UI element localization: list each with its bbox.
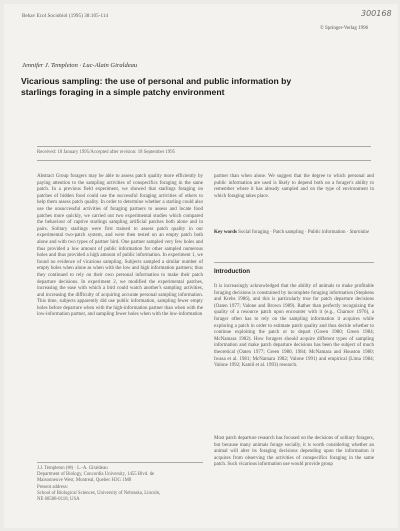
footnote-line: School of Biological Sciences, University of Nebraska, Lincoln, <box>37 490 161 496</box>
author-footnote <box>37 466 203 503</box>
article-title: Vicarious sampling: the use of personal and public information by starlings foraging in a simple patchy environment <box>21 76 292 97</box>
introduction-paragraph-1: It is increasingly acknowledged that the ability of animals to make profitable foraging decisions is constrained by incomplete foraging information (Stephens and Krebs 1986), and this is particularly true for patch departure decisions (Oaten 1977; Valone and Brown 1989). Rather than perfectly recognizing the quality of a resource patch upon encounter with it (e.g., Charnov 1976), a forager often has to rely on the sampling information it acquires while exploring a patch in order to estimate patch quality and thus decide whether to continue exploiting the patch or to depart (Green 1980; Green 1984; McNamara 1982). How foragers should acquire different types of sampling information and make patch departure decisions has been the subject of much theoretical (Oaten 1977; Green 1980, 1984; McNamara and Houston 1980; Iwasa et al. 1981; McNamara 1982; Valone 1991) and empirical (Lima 1984; Valone 1992; Kamil et al. 1993) research. <box>214 284 374 369</box>
keywords-last: Sturnidae <box>349 230 370 235</box>
received-dates: Received: 18 January 1995/Accepted after revision: 18 September 1995 <box>37 150 175 155</box>
intro-divider <box>214 262 374 263</box>
keywords-text: Social foraging · Patch sampling · Public information · <box>238 230 349 235</box>
journal-citation: Behav Ecol Sociobiol (1995) 38:105-114 <box>22 14 109 19</box>
introduction-paragraph-2: Most patch departure research has focused on the decisions of solitary foragers, but because many animals forage socially, it is worth considering whether an animal will alter its foraging decisions depending upon the information it acquires from observing the activities of conspecifics foraging in the same patch. Such vicarious information use would provide group <box>214 436 374 468</box>
footnote-divider <box>37 462 203 463</box>
handwritten-code: 300168 <box>361 9 392 18</box>
received-divider <box>37 160 371 161</box>
footnote-line: J.J. Templeton (✉) · L.-A. Giraldeau <box>37 466 108 471</box>
footnote-line: Department of Biology, Concordia University, 1455 Blvd. de <box>37 472 155 478</box>
publisher-copyright: © Springer-Verlag 1996 <box>320 26 369 31</box>
abstract-continuation: partner than when alone. We suggest that the degree to which personal and public information are used is likely to depend both on a forager's ability to remember where it has already sampled and on the type of environment in which foraging takes place. <box>214 174 374 199</box>
header-divider <box>37 146 371 147</box>
abstract-text: Abstract Group foragers may be able to assess patch quality more efficiently by paying attention to the sampling activities of conspecifics foraging in the same patch. In a previous field experiment, we showed that starlings foraging on patches of hidden food could use the successful foraging activities of others to help them assess patch quality. In order to determine whether a starling could also use the unsuccessful activities of foraging partners to assess and locate food patches more quickly, we carried out two experimental studies which compared the behaviour of captive starlings sampling artificial patches both alone and in pairs. Solitary starlings were first trained to assess patch quality in our experimental two-patch system, and were then tested on an empty patch both alone and with two types of partner bird. One partner sampled very few holes and thus provided a low amount of public information for other sampled numerous holes and thus provided a high amount of public information. In experiment 1, we found no evidence of vicarious sampling. Subjects sampled a similar number of empty holes when alone as when with the low and high information partners; thus they continued to rely on their own personal information to make their patch departure decisions. In experiment 2, we modified the experimental patches, increasing the ease with which a bird could watch another's sampling activities, and increasing the difficulty of acquiring accurate personal sampling information. This time, subjects apparently did use public information, sampling fewer empty holes before departure when with the high-information partner than when with the low-information partner, and sampling fewer holes when with the low-information <box>37 174 203 318</box>
footnote-line: Present address: <box>37 484 69 490</box>
footnote-line: Maisonneuve West, Montreal, Quebec H3G 1M8 <box>37 478 132 484</box>
article-authors: Jennifer J. Templeton · Luc-Alain Giraldeau <box>22 62 138 69</box>
footnote-line: NE 68588-0118, USA <box>37 497 80 503</box>
keywords-label: Key words <box>214 230 237 235</box>
keywords <box>214 230 374 237</box>
introduction-heading: Introduction <box>214 268 251 275</box>
paper-page <box>4 4 398 528</box>
